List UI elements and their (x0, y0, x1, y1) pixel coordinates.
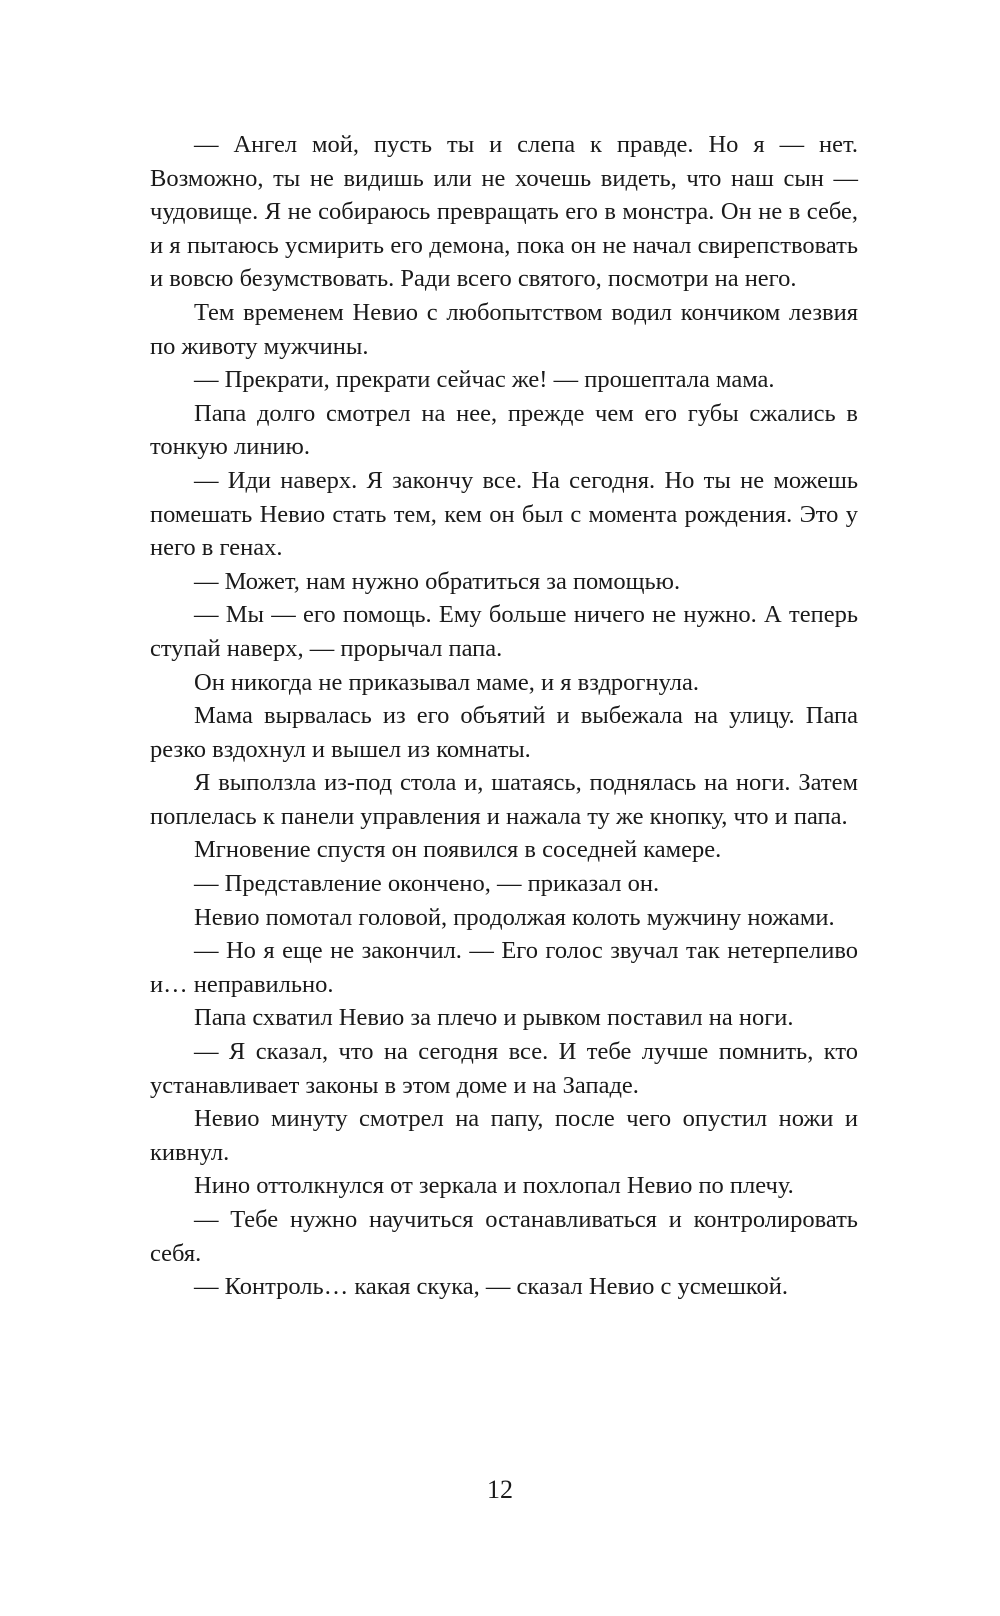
body-text (150, 128, 858, 1304)
paragraph: Невио минуту смотрел на папу, после чего опустил ножи и кивнул. (150, 1105, 858, 1166)
paragraph: Нино оттолкнулся от зеркала и похлопал Невио по плечу. (194, 1172, 794, 1200)
paragraph: Я выползла из-под стола и, шатаясь, поднялась на ноги. Затем поплелась к панели управления и нажала ту же кнопку, что и папа. (150, 769, 858, 830)
paragraph: Мама вырвалась из его объятий и выбежала на улицу. Папа резко вздохнул и вышел из комнаты. (150, 702, 858, 763)
paragraph: Тем временем Невио с любопытством водил кончиком лезвия по животу мужчины. (150, 298, 858, 360)
paragraph: — Я сказал, что на сегодня все. И тебе лучше помнить, кто устанавливает законы в этом доме и на Западе. (150, 1038, 858, 1099)
paragraph: — Представление окончено, — приказал он. (194, 870, 660, 898)
paragraph: — Иди наверх. Я закончу все. На сегодня. Но ты не можешь помешать Невио стать тем, кем он был с момента рождения. Это у него в генах. (150, 466, 858, 562)
paragraph: Папа долго смотрел на нее, прежде чем его губы сжались в тонкую линию. (150, 399, 858, 461)
paragraph: — Тебе нужно научиться останавливаться и контролировать себя. (150, 1206, 858, 1267)
paragraph: — Контроль… какая скука, — сказал Невио с усмешкой. (194, 1273, 789, 1301)
paragraph: — Ангел мой, пусть ты и слепа к правде. Но я — нет. Возможно, ты не видишь или не хочешь видеть, что наш сын — чудовище. Я не собираюсь превращать его в монстра. Он не в себе, и я пытаюсь усмирить его демона, пока он не начал свирепствовать и вовсю безумствовать. Ради всего святого, посмотри на него. (150, 131, 858, 293)
page-number: 12 (487, 1475, 513, 1504)
paragraph: Мгновение спустя он появился в соседней камере. (194, 836, 722, 864)
paragraph: — Может, нам нужно обратиться за помощью. (194, 567, 681, 595)
paragraph: Невио помотал головой, продолжая колоть мужчину ножами. (194, 903, 835, 931)
paragraph: — Мы — его помощь. Ему больше ничего не нужно. А теперь ступай наверх, — прорычал папа. (150, 601, 858, 662)
paragraph: Он никогда не приказывал маме, и я вздрогнула. (194, 668, 699, 696)
paragraph: — Но я еще не закончил. — Его голос звучал так нетерпеливо и… неправильно. (150, 937, 858, 998)
paragraph: — Прекрати, прекрати сейчас же! — прошептала мама. (194, 366, 775, 394)
paragraph: Папа схватил Невио за плечо и рывком поставил на ноги. (194, 1004, 794, 1032)
